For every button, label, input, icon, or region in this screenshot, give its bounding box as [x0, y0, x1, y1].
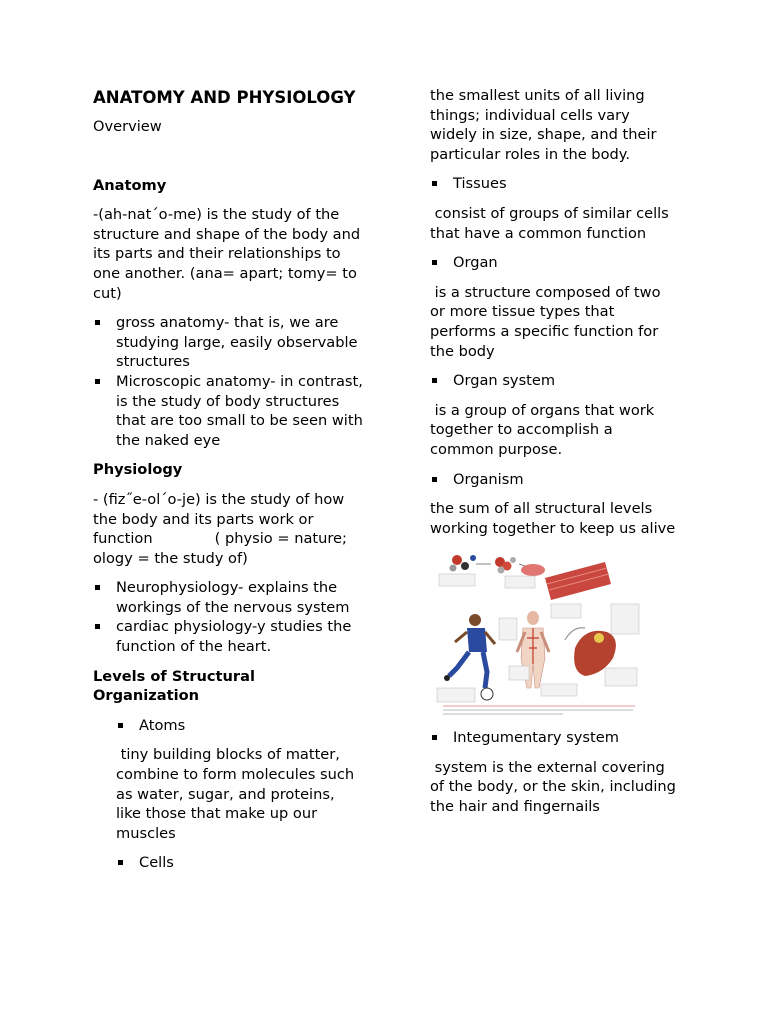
level-atoms-label: Atoms: [116, 716, 363, 736]
level-organ-description: is a structure composed of two or more tissue types that performs a specific function for the body: [430, 283, 661, 360]
physiology-heading: Physiology: [93, 461, 183, 479]
overview-label: Overview: [93, 118, 162, 135]
level-organism-text: the sum of all structural levels working together to keep us alive: [430, 500, 676, 537]
figure-illustration: [435, 548, 643, 718]
level-integumentary-text: [430, 758, 680, 817]
level-cells-label: Cells: [116, 853, 363, 873]
physiology-etymology: ( physio = nature; ology = the study of): [93, 530, 347, 567]
level-organ-system-text: [430, 401, 680, 460]
anatomy-heading: Anatomy: [93, 176, 167, 194]
page-title: ANATOMY AND PHYSIOLOGY: [93, 88, 356, 107]
level-integumentary-description: system is the external covering of the body, or the skin, including the hair and fingernails: [430, 758, 676, 816]
atom-icon: [452, 555, 462, 565]
level-atoms-description: tiny building blocks of matter, combine to form molecules such as water, sugar, and proteins, like those that make up our muscles: [116, 746, 355, 842]
level-organ-label: Organ: [430, 253, 680, 273]
molecule-icon: [498, 567, 505, 574]
physiology-definition: [93, 490, 363, 568]
level-organism-label: Organism: [430, 470, 680, 490]
list-item: Neurophysiology- explains the workings of the nervous system: [93, 578, 363, 617]
level-tissues-description: consist of groups of similar cells that have a common function: [430, 204, 669, 242]
level-organ-system-description: is a group of organs that work together to accomplish a common purpose.: [430, 401, 655, 458]
atom-icon: [450, 565, 457, 572]
level-tissues-text: [430, 204, 680, 243]
organism-icon: [469, 614, 481, 626]
right-column: [430, 86, 680, 827]
molecule-icon: [510, 557, 516, 563]
ball-icon: [481, 688, 493, 700]
left-column: [93, 86, 363, 883]
levels-heading: Levels of Structural Organization: [93, 667, 255, 705]
list-item: gross anatomy- that is, we are studying large, easily observable structures: [93, 313, 363, 372]
level-organ-system-label: Organ system: [430, 371, 680, 391]
anatomy-definition: -(ah-nat´o-me) is the study of the structure and shape of the body and its parts and their relationships to one another. (ana= apart; tomy= to cut): [93, 206, 361, 302]
level-atoms-text: [116, 745, 363, 843]
atom-icon: [461, 562, 469, 570]
level-integumentary-label: Integumentary system: [430, 728, 680, 748]
spacer: [93, 147, 363, 176]
list-item: cardiac physiology-y studies the function of the heart.: [93, 617, 363, 656]
level-tissues-label: Tissues: [430, 174, 680, 194]
structural-organization-figure: [435, 548, 643, 718]
organ-system-icon: [527, 611, 539, 625]
list-item: Microscopic anatomy- in contrast, is the study of body structures that are too small to be seen with the naked eye: [93, 372, 363, 450]
physiology-definition-main: - (fiz˝e-ol´o-je) is the study of how the body and its parts work or function: [93, 490, 345, 548]
anatomy-list: [93, 313, 363, 450]
physiology-list: [93, 578, 363, 656]
level-cells-text: the smallest units of all living things; individual cells vary widely in size, shape, and their particular roles in the body.: [430, 87, 657, 163]
atom-icon: [470, 555, 476, 561]
level-organ-text: [430, 283, 680, 361]
